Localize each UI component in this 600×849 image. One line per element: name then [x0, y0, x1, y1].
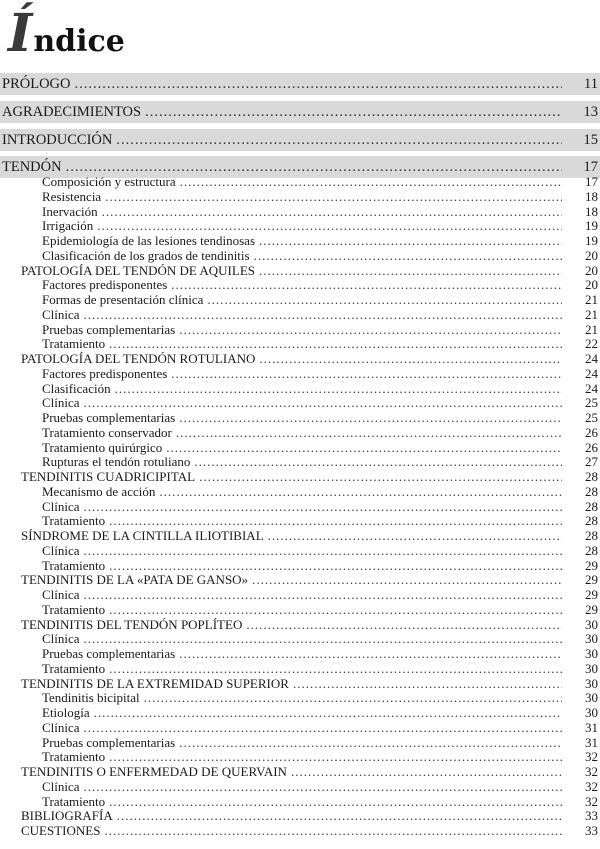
toc-item-page: 28	[585, 513, 598, 529]
toc-item[interactable]	[42, 426, 566, 441]
toc-item-page: 26	[585, 424, 598, 440]
dot-leader	[66, 157, 562, 177]
toc-item[interactable]	[42, 691, 566, 706]
toc-item-page: 22	[585, 336, 598, 352]
toc-item-page: 18	[585, 203, 598, 219]
toc-item[interactable]	[42, 455, 566, 470]
dot-leader	[144, 691, 562, 706]
toc-item[interactable]	[42, 500, 566, 515]
toc-item-page: 19	[585, 233, 598, 248]
toc-section-label: TENDÓN	[2, 159, 62, 175]
toc-item[interactable]	[42, 382, 566, 397]
toc-item-label: TENDINITIS DE LA «PATA DE GANSO»	[21, 573, 249, 588]
dot-leader	[84, 396, 562, 411]
toc-section-label: PRÓLOGO	[2, 76, 71, 92]
toc-item-label: Factores predisponentes	[42, 278, 168, 293]
toc-subsection[interactable]	[21, 765, 566, 780]
toc-item-label: Clínica	[42, 632, 80, 647]
toc-item-label: Tratamiento quirúrgico	[42, 440, 163, 455]
toc-item-page: 28	[585, 483, 598, 499]
toc-item-label: Tendinitis bicipital	[42, 691, 140, 706]
toc-item-page: 30	[585, 690, 598, 706]
toc-item[interactable]	[42, 293, 566, 308]
toc-item-label: Clínica	[42, 720, 80, 735]
dot-leader	[268, 529, 562, 544]
dot-leader	[84, 308, 562, 323]
toc-item-label: Clínica	[42, 499, 80, 514]
toc-item[interactable]	[42, 323, 566, 338]
dot-leader	[104, 824, 562, 839]
toc-item-label: Clasificación de los grados de tendinitis	[42, 248, 250, 263]
toc-item-label: Epidemiología de las lesiones tendinosas	[42, 234, 256, 248]
toc-item[interactable]	[42, 736, 566, 751]
dot-leader	[109, 750, 562, 765]
toc-item-page: 30	[585, 660, 598, 676]
toc-item-page: 28	[585, 528, 598, 543]
toc-item[interactable]	[42, 367, 566, 382]
toc-item-label: TENDINITIS O ENFERMEDAD DE QUERVAIN	[21, 765, 287, 779]
toc-item-page: 27	[585, 454, 598, 470]
toc-item-label: Tratamiento	[42, 794, 106, 809]
toc-item-page: 20	[585, 262, 598, 278]
toc-item-page: 25	[585, 410, 598, 425]
toc-item-page: 33	[585, 808, 598, 824]
toc-item[interactable]	[42, 706, 566, 721]
toc-item[interactable]	[42, 441, 566, 456]
toc-item[interactable]	[42, 249, 566, 264]
dot-leader	[179, 323, 562, 338]
toc-item[interactable]	[42, 175, 566, 190]
dot-leader	[180, 175, 562, 190]
dot-leader	[199, 470, 562, 485]
toc-subsection[interactable]	[21, 824, 566, 839]
toc-item-label: PATOLOGÍA DEL TENDÓN ROTULIANO	[21, 352, 256, 366]
toc-subsection[interactable]	[21, 573, 566, 588]
toc-item-page: 30	[585, 675, 598, 691]
dot-leader	[246, 618, 562, 633]
dot-leader	[176, 426, 562, 441]
toc-item[interactable]	[42, 234, 566, 249]
toc-item-label: Tratamiento	[42, 750, 106, 765]
toc-item[interactable]	[42, 219, 566, 234]
toc-item-label: TENDINITIS DEL TENDÓN POPLÍTEO	[21, 617, 243, 632]
dot-leader	[84, 544, 562, 559]
dot-leader	[84, 500, 562, 515]
toc-item-page: 32	[585, 793, 598, 809]
toc-item-label: Tratamiento	[42, 661, 106, 676]
toc-item-label: Inervación	[42, 204, 98, 219]
dot-leader	[109, 603, 562, 618]
dot-leader	[179, 647, 562, 662]
toc-item-page: 26	[585, 439, 598, 455]
toc-section-label: AGRADECIMIENTOS	[2, 104, 142, 120]
toc-item-label: Resistencia	[42, 189, 102, 204]
toc-item-label: Mecanismo de acción	[42, 484, 156, 499]
toc-subsection[interactable]	[21, 618, 566, 633]
dot-leader	[254, 249, 562, 264]
dot-leader	[179, 411, 562, 426]
dot-leader	[109, 337, 562, 352]
toc-subsection[interactable]	[21, 352, 566, 367]
toc-item-page: 25	[585, 395, 598, 411]
toc-item-label: Clínica	[42, 396, 80, 411]
dot-leader	[116, 130, 562, 150]
toc-item-label: PATOLOGÍA DEL TENDÓN DE AQUILES	[21, 263, 255, 278]
toc-item-page: 32	[585, 749, 598, 765]
toc-subsection[interactable]	[21, 677, 566, 692]
toc-item-page: 30	[585, 705, 598, 720]
toc-item-label: Clasificación	[42, 381, 111, 396]
toc-item-page: 28	[585, 542, 598, 558]
toc-item[interactable]	[42, 396, 566, 411]
toc-item-page: 21	[585, 321, 598, 337]
toc-section-page: 13	[583, 104, 598, 120]
dot-leader	[207, 293, 562, 308]
dot-leader	[74, 74, 562, 94]
toc-item-page: 18	[585, 188, 598, 204]
dot-leader	[84, 780, 562, 795]
toc-item[interactable]	[42, 603, 566, 618]
toc-item-label: Formas de presentación clínica	[42, 293, 204, 307]
dot-leader	[84, 721, 562, 736]
toc-item[interactable]	[42, 278, 566, 293]
title-initial: Í	[8, 3, 33, 64]
toc-item-label: Tratamiento	[42, 558, 106, 573]
toc-item-label: Irrigación	[42, 219, 94, 234]
toc-item-page: 32	[585, 778, 598, 794]
toc-item[interactable]	[42, 190, 566, 205]
toc-subsection[interactable]	[21, 809, 566, 824]
toc-item[interactable]	[42, 647, 566, 662]
dot-leader	[109, 795, 562, 810]
toc-item-page: 20	[585, 277, 598, 293]
toc-subsection[interactable]	[21, 264, 566, 279]
toc-subsection[interactable]	[21, 470, 566, 485]
toc-item-page: 17	[585, 174, 598, 189]
toc-item[interactable]	[42, 544, 566, 559]
toc-item-label: Pruebas complementarias	[42, 322, 176, 337]
toc-item[interactable]	[42, 795, 566, 810]
toc-item-page: 29	[585, 572, 598, 588]
dot-leader	[159, 485, 562, 500]
toc-item-label: Pruebas complementarias	[42, 647, 176, 661]
toc-item-label: Tratamiento conservador	[42, 425, 172, 440]
toc-item-label: Clínica	[42, 588, 80, 602]
toc-item[interactable]	[42, 205, 566, 220]
toc-item-page: 33	[585, 823, 598, 838]
toc-item[interactable]	[42, 721, 566, 736]
dot-leader	[84, 632, 562, 647]
dot-leader	[94, 706, 562, 721]
dot-leader	[115, 382, 562, 397]
toc-item-page: 19	[585, 218, 598, 234]
toc-section-page: 15	[583, 132, 598, 148]
toc-item-label: Composición y estructura	[42, 175, 176, 189]
dot-leader	[97, 219, 562, 234]
dot-leader	[166, 441, 562, 456]
toc-item-page: 24	[585, 351, 598, 366]
dot-leader	[179, 736, 562, 751]
dot-leader	[145, 102, 562, 122]
dot-leader	[259, 264, 562, 279]
toc-item-label: BIBLIOGRAFÍA	[21, 809, 113, 824]
dot-leader	[259, 234, 562, 249]
dot-leader	[117, 809, 562, 824]
toc-item[interactable]	[42, 588, 566, 603]
toc-item[interactable]	[42, 411, 566, 426]
dot-leader	[293, 677, 562, 692]
toc-item-page: 28	[585, 469, 598, 484]
toc-item-label: TENDINITIS CUADRICIPITAL	[21, 470, 196, 484]
toc-item-label: Etiología	[42, 706, 90, 720]
toc-item-label: Clínica	[42, 779, 80, 794]
toc-item-page: 24	[585, 380, 598, 396]
toc-section-tendon[interactable]	[2, 157, 566, 177]
toc-item-page: 29	[585, 601, 598, 617]
toc-item[interactable]	[42, 559, 566, 574]
toc-item[interactable]	[42, 662, 566, 677]
dot-leader	[105, 190, 562, 205]
toc-item-page: 31	[585, 719, 598, 735]
toc-item-label: Clínica	[42, 543, 80, 558]
toc-section-agradecimientos[interactable]	[2, 102, 566, 122]
dot-leader	[171, 367, 562, 382]
dot-leader	[109, 559, 562, 574]
toc-item-label: SÍNDROME DE LA CINTILLA ILIOTIBIAL	[21, 529, 264, 543]
toc-item-label: Pruebas complementarias	[42, 411, 176, 425]
toc-item-page: 28	[585, 498, 598, 514]
toc-section-prologo[interactable]	[2, 74, 566, 94]
toc-item-page: 21	[585, 292, 598, 307]
toc-item-page: 32	[585, 764, 598, 779]
dot-leader	[291, 765, 562, 780]
toc-item-page: 21	[585, 306, 598, 322]
toc-item[interactable]	[42, 780, 566, 795]
toc-subsection[interactable]	[21, 529, 566, 544]
toc-item-label: Rupturas el tendón rotuliano	[42, 455, 191, 470]
toc-section-page: 11	[584, 76, 598, 92]
dot-leader	[194, 455, 562, 470]
toc-item[interactable]	[42, 337, 566, 352]
dot-leader	[84, 588, 562, 603]
toc-item-page: 24	[585, 365, 598, 381]
toc-item-page: 30	[585, 631, 598, 647]
toc-item-page: 30	[585, 646, 598, 661]
toc-section-label: INTRODUCCIÓN	[2, 132, 113, 148]
toc-item-page: 20	[585, 247, 598, 263]
toc-item-page: 29	[585, 557, 598, 573]
toc-item[interactable]	[42, 514, 566, 529]
toc-item-page: 29	[585, 587, 598, 602]
toc-item-label: Tratamiento	[42, 514, 106, 529]
toc-item-page: 30	[585, 616, 598, 632]
dot-leader	[109, 662, 562, 677]
page-title	[8, 3, 125, 64]
dot-leader	[252, 573, 562, 588]
toc-item-label: Tratamiento	[42, 602, 106, 617]
dot-leader	[171, 278, 562, 293]
toc-section-introduccion[interactable]	[2, 130, 566, 150]
toc-item[interactable]	[42, 750, 566, 765]
toc-item[interactable]	[42, 308, 566, 323]
toc-item-label: Clínica	[42, 307, 80, 322]
title-rest: ndice	[33, 24, 125, 59]
toc-item-label: Tratamiento	[42, 337, 106, 352]
toc-item[interactable]	[42, 632, 566, 647]
dot-leader	[102, 205, 562, 220]
dot-leader	[259, 352, 562, 367]
toc-item-label: CUESTIONES	[21, 824, 101, 838]
toc-item-label: Pruebas complementarias	[42, 735, 176, 750]
toc-item-label: Factores predisponentes	[42, 366, 168, 381]
toc-section-page: 17	[583, 159, 598, 175]
toc-item[interactable]	[42, 485, 566, 500]
dot-leader	[109, 514, 562, 529]
toc-item-page: 31	[585, 734, 598, 750]
toc-item-label: TENDINITIS DE LA EXTREMIDAD SUPERIOR	[21, 676, 289, 691]
